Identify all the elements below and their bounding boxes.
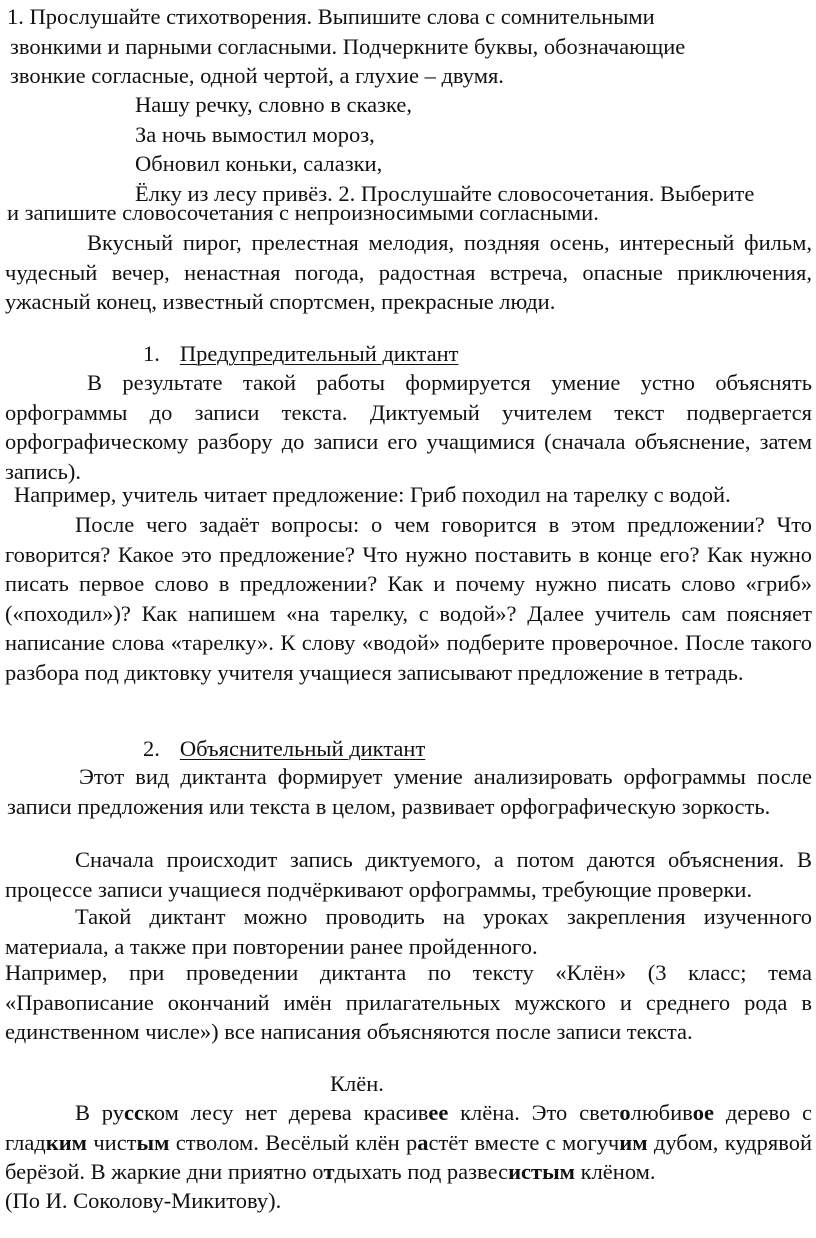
task1-line: звонкими и парными согласными. Подчеркните буквы, обозначающие <box>10 33 686 59</box>
orthogram-highlight: ким <box>45 1129 88 1155</box>
poem-line: Обновил коньки, салазки, <box>135 151 383 176</box>
task2-line: и запишите словосочетания с непроизносимыми согласными. <box>7 200 599 225</box>
klen-text <box>5 1098 812 1187</box>
task1-line: звонкие согласные, одной чертой, а глухие – двумя. <box>10 63 504 88</box>
orthogram-highlight: сс <box>124 1100 144 1125</box>
poem <box>135 90 805 208</box>
klen-text-run: стволом. Весёлый клён р <box>169 1129 418 1155</box>
klen-text-run: стёт вместе с могуч <box>428 1129 620 1155</box>
section2-para: Например, при проведении диктанта по тексту «Клён» (3 класс; тема «Правописание окончаний имён прилагательных мужского и среднего рода в единственном числе») все написания объясняются после записи текста. <box>5 960 812 1044</box>
klen-text-run: дубом, кудрявой берёзой. В жаркие дни приятно о <box>5 1129 812 1184</box>
section1-title: Предупредительный диктант <box>179 341 459 366</box>
section1-heading <box>143 339 643 369</box>
poem-line-with-task2: Ёлку из лесу привёз. 2. Прослушайте словосочетания. Выберите <box>135 180 755 206</box>
klen-text-run: клёном. <box>575 1159 656 1184</box>
klen-text-run: ком лесу нет дерева красив <box>143 1100 429 1125</box>
section2-para: Сначала происходит запись диктуемого, а потом даются объяснения. В процессе записи учащиеся подчёркивают орфограммы, требующие проверки. <box>5 847 812 902</box>
section1-example: Например, учитель читает предложение: Гриб походил на тарелку с водой. <box>14 482 731 507</box>
klen-title: Клён. <box>330 1071 384 1096</box>
task2-instructions <box>7 198 807 228</box>
poem-line: За ночь вымостил мороз, <box>135 121 375 147</box>
orthogram-highlight: о <box>619 1100 631 1125</box>
klen-text-run: клёна. Это свет <box>448 1100 620 1125</box>
orthogram-highlight: т <box>323 1159 335 1184</box>
orthogram-highlight: ым <box>136 1129 170 1155</box>
section2-title: Объяснительный диктант <box>179 736 426 761</box>
klen-text-run: чист <box>87 1129 137 1155</box>
orthogram-highlight: им <box>619 1129 648 1155</box>
section2-heading <box>143 734 643 764</box>
section1-number: 1. <box>143 341 160 366</box>
orthogram-highlight: ым <box>542 1159 576 1184</box>
klen-text-run: дерево с глад <box>5 1100 812 1155</box>
task1-instructions <box>7 2 807 91</box>
klen-attribution: (По И. Соколову-Микитову). <box>5 1188 282 1213</box>
section1-para: После чего задаёт вопросы: о чем говорится в этом предложении? Что говорится? Какое это предложение? Что нужно поставить в конце его? Как нужно писать первое слово в предложении? Как и почему нужно писать слово «гриб» («походил»)? Как напишем «на тарелку, с водой»? Далее учитель сам поясняет написание слова «тарелку». К слову «водой» подберите проверочное. После такого разбора под диктовку учителя учащиеся записывают предложение в тетрадь. <box>5 512 812 685</box>
orthogram-highlight: ее <box>428 1100 449 1125</box>
klen-text-run: любив <box>630 1100 693 1125</box>
phrases-paragraph: Вкусный пирог, прелестная мелодия, поздняя осень, интересный фильм, чудесный вечер, ненастная погода, радостная встреча, опасные приключения, ужасный конец, известный спортсмен, прекрасные люди. <box>5 230 812 314</box>
orthogram-highlight: а <box>417 1129 429 1155</box>
section2-number: 2. <box>143 736 160 761</box>
klen-text-run: В ру <box>75 1100 124 1125</box>
section2-para: Такой диктант можно проводить на уроках закрепления изученного материала, а также при повторении ранее пройденного. <box>5 904 812 959</box>
klen-text-run: дыхать под развес <box>334 1159 509 1184</box>
orthogram-highlight: ист <box>508 1159 543 1184</box>
task1-line: 1. Прослушайте стихотворения. Выпишите слова с сомнительными <box>7 4 655 29</box>
poem-line: Нашу речку, словно в сказке, <box>135 92 412 117</box>
orthogram-highlight: ое <box>692 1100 715 1125</box>
section1-para: В результате такой работы формируется умение устно объяснять орфограммы до записи текста. Диктуемый учителем текст подвергается орфографическому разбору до записи его учащимися (сначала объяснение, затем запись). <box>5 370 812 484</box>
section2-para: Этот вид диктанта формирует умение анализировать орфограммы после записи предложения или текста в целом, развивает орфографическую зоркость. <box>7 764 812 819</box>
